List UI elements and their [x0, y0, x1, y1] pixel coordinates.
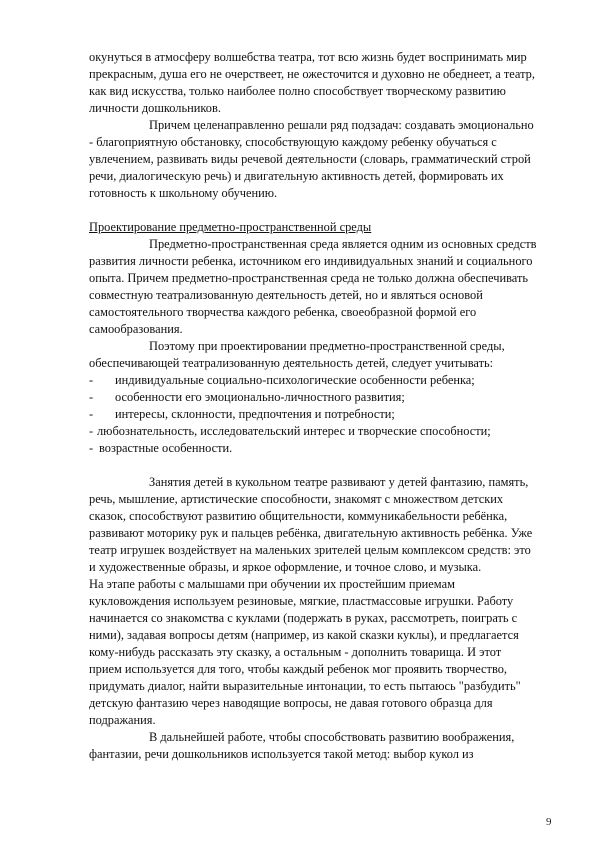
bullet-dash: -: [89, 407, 94, 421]
bullet-dash: -: [89, 373, 94, 387]
list-item: [89, 372, 537, 389]
page-number: 9: [546, 816, 552, 828]
spacer: [89, 457, 537, 474]
page-text: [89, 49, 537, 763]
spacer: [89, 202, 537, 219]
list-item-text: любознательность, исследовательский интерес и творческие способности;: [97, 424, 491, 438]
bullet-list: [89, 372, 537, 457]
list-item-text: интересы, склонности, предпочтения и потребности;: [115, 407, 395, 421]
paragraph: окунуться в атмосферу волшебства театра, тот всю жизнь будет воспринимать мир прекрасным, душа его не очерствеет, не ожесточится и духовно не обеднеет, а театр, как вид искусства, только наиболее полно способствует творческому развитию личности дошкольников.: [89, 50, 535, 115]
list-item: [89, 423, 537, 440]
paragraph: Причем целенаправленно решали ряд подзадач: создавать эмоционально - благоприятную обстановку, способствующую каждому ребенку обучаться с увлечением, развивать виды речевой деятельности (словарь, грамматический строй речи, диалогическую речь) и двигательную активность детей, формировать их готовность к школьному обучению.: [89, 118, 534, 200]
list-item-text: особенности его эмоционально-личностного развития;: [115, 390, 405, 404]
list-item-text: возрастные особенности.: [99, 441, 233, 455]
bullet-dash: -: [89, 441, 94, 455]
paragraph: Поэтому при проектировании предметно-пространственной среды, обеспечивающей театрализованную деятельность детей, следует учитывать:: [89, 339, 505, 370]
paragraph: Занятия детей в кукольном театре развивают у детей фантазию, память, речь, мышление, артистические способности, знакомят с множеством детских сказок, способствуют развитию общительности, коммуникабельности ребёнка, развивают моторику рук и пальцев ребёнка, двигательную активность ребёнка. Уже театр игрушек воздействует на маленьких зрителей целым комплексом средств: это и художественные образы, и яркое оформление, и точное слово, и музыка.: [89, 475, 533, 574]
section-heading: Проектирование предметно-пространственной среды: [89, 220, 372, 234]
bullet-dash: -: [89, 390, 94, 404]
paragraph: На этапе работы с малышами при обучении их простейшим приемам кукловождения используем резиновые, мягкие, пластмассовые игрушки. Работу начинается со знакомства с куклами (подержать в руках, рассмотреть, поиграть с ними), задавая вопросы детям (например, из какой сказки куклы), и предлагается кому-нибудь рассказать эту сказку, а остальным - дополнить товарища. И этот прием используется для того, чтобы каждый ребенок мог проявить творчество, придумать диалог, найти выразительные интонации, то есть пытаюсь "разбудить" детскую фантазию через наводящие вопросы, не давая готового образца для подражания.: [89, 577, 521, 727]
paragraph: Предметно-пространственная среда является одним из основных средств развития личности ребенка, источником его индивидуальных знаний и социального опыта. Причем предметно-пространственная среда не только должна обеспечивать совместную театрализованную деятельность детей, но и являться основой самостоятельного творчества каждого ребенка, своеобразной формой его самообразования.: [89, 237, 537, 336]
list-item-text: индивидуальные социально-психологические особенности ребенка;: [115, 373, 475, 387]
list-item: [89, 440, 537, 457]
list-item: [89, 406, 537, 423]
bullet-dash: -: [89, 424, 94, 438]
paragraph: В дальнейшей работе, чтобы способствовать развитию воображения, фантазии, речи дошкольников используется такой метод: выбор кукол из: [89, 730, 515, 761]
list-item: [89, 389, 537, 406]
